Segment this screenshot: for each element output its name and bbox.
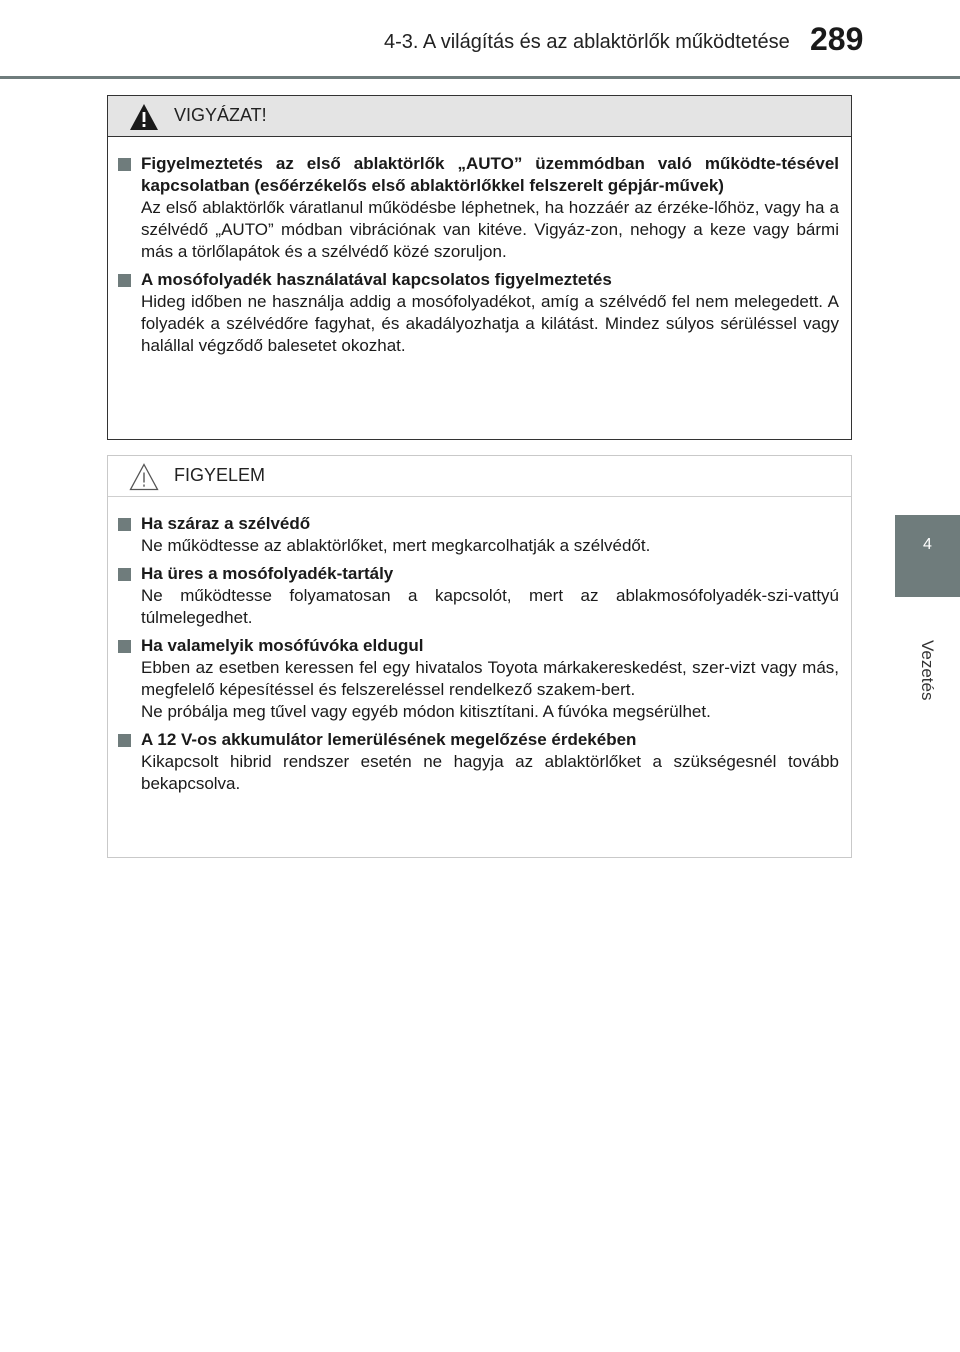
notice-item	[118, 563, 839, 629]
chapter-tab	[895, 515, 960, 597]
notice-box-body	[108, 497, 851, 795]
notice-item-title: Ha száraz a szélvédő	[141, 514, 311, 533]
square-bullet-icon	[118, 640, 131, 653]
square-bullet-icon	[118, 158, 131, 171]
notice-box	[107, 455, 852, 858]
section-title: 4-3. A világítás és az ablaktörlők működtetése	[384, 31, 790, 53]
notice-item-title: Ha üres a mosófolyadék-tartály	[141, 564, 394, 583]
notice-item-text: Ne működtesse az ablaktörlőket, mert megkarcolhatják a szélvédőt.	[141, 536, 651, 555]
warning-item-text: Az első ablaktörlők váratlanul működésbe léphetnek, ha hozzáér az érzéke-lőhöz, vagy ha a szélvédő „AUTO” módban vibrációnak van kitéve. Vigyáz-zon, nehogy a keze vagy bármi más a törlőlapátok és a szélvédő közé szoruljon.	[141, 198, 839, 261]
warning-item	[118, 153, 839, 263]
notice-item	[118, 513, 839, 557]
warning-item-title: Figyelmeztetés az első ablaktörlők „AUTO” üzemmódban való működte-tésével kapcsolatban (esőérzékelős első ablaktörlőkkel felszerelt gépjár-művek)	[141, 154, 839, 195]
warning-triangle-filled-icon	[128, 101, 160, 133]
warning-box-title: VIGYÁZAT!	[174, 105, 267, 125]
square-bullet-icon	[118, 274, 131, 287]
notice-item-text: Ebben az esetben keressen fel egy hivatalos Toyota márkakereskedést, szer-vizt vagy más, megfelelő képesítéssel és felszereléssel rendelkező szakem-bert.	[141, 658, 839, 699]
square-bullet-icon	[118, 568, 131, 581]
warning-box	[107, 95, 852, 440]
notice-item-title: Ha valamelyik mosófúvóka eldugul	[141, 636, 424, 655]
notice-item-text: Ne működtesse folyamatosan a kapcsolót, mert az ablakmosófolyadék-szi-vattyú túlmelegedhet.	[141, 586, 839, 627]
chapter-number: 4	[923, 536, 932, 553]
warning-item-text: Hideg időben ne használja addig a mosófolyadékot, amíg a szélvédő fel nem melegedett. A folyadék a szélvédőre fagyhat, és akadályozhatja a kilátást. Mindez súlyos sérüléssel vagy halállal végződő balesetet okozhat.	[141, 292, 839, 355]
notice-box-header	[108, 456, 851, 497]
notice-item-text: Kikapcsolt hibrid rendszer esetén ne hagyja az ablaktörlőket a szükségesnél tovább bekapcsolva.	[141, 752, 839, 793]
notice-item-text: Ne próbálja meg tűvel vagy egyéb módon kitisztítani. A fúvóka megsérülhet.	[141, 702, 711, 721]
square-bullet-icon	[118, 734, 131, 747]
warning-box-body	[108, 137, 851, 357]
warning-item	[118, 269, 839, 357]
page-number: 289	[810, 21, 864, 57]
notice-item	[118, 729, 839, 795]
chapter-label: Vezetés	[918, 640, 937, 701]
notice-box-title: FIGYELEM	[174, 465, 266, 485]
square-bullet-icon	[118, 518, 131, 531]
warning-box-header	[108, 96, 851, 137]
notice-item-title: A 12 V-os akkumulátor lemerülésének megelőzése érdekében	[141, 730, 637, 749]
warning-triangle-outline-icon	[128, 461, 160, 493]
warning-item-title: A mosófolyadék használatával kapcsolatos figyelmeztetés	[141, 270, 612, 289]
notice-item	[118, 635, 839, 723]
header-divider	[0, 76, 960, 79]
page-header	[0, 0, 960, 80]
